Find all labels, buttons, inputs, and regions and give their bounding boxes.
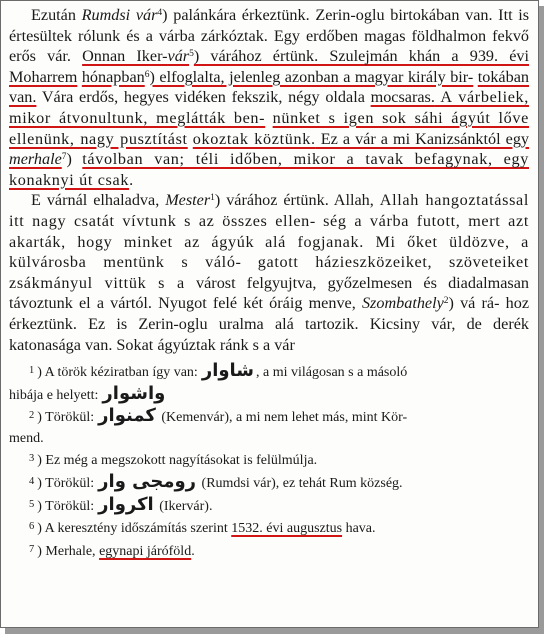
- highlight-onnan-ikervar: Onnan Iker-vár: [82, 47, 190, 66]
- footnote-ref-4[interactable]: 4: [157, 8, 163, 18]
- main-text: [9, 5, 529, 355]
- footnote-1: $^1$ ) A török kéziratban így van: شاوار , a mi világosan s a másoló: [29, 360, 408, 382]
- footnote-7: $^7$ ) Merhale, egynapi járóföld.: [29, 543, 195, 559]
- arabic-script: شاوار: [201, 360, 255, 382]
- footnote-1-continuation: hibája e helyett: واشوار: [9, 382, 166, 404]
- footnote-4: $^4$ ) Törökül: رومجی وار (Rumdsi vár), ez tehát Rum község.: [29, 471, 403, 493]
- footnote-3: $^3$ ) Ez még a megszokott nagyításokat is felülmúlja.: [29, 453, 318, 469]
- arabic-script: كمنوار: [98, 405, 156, 427]
- footnotes: [9, 361, 529, 562]
- footnote-ref-1[interactable]: 1: [210, 193, 215, 204]
- footnote-ref-6[interactable]: 6: [144, 69, 150, 80]
- footnote-ref-5[interactable]: 5: [189, 49, 194, 60]
- footnote-2: $^2$ ) Törökül: كمنوار (Kemenvár), a mi nem lehet más, mint Kör-: [29, 405, 408, 427]
- footnote-5: $^5$ ) Törökül: اكروار (Ikervár).: [29, 493, 213, 515]
- arabic-script: واشوار: [102, 382, 166, 404]
- arabic-script: اكروار: [98, 493, 154, 515]
- document-page: [9, 5, 529, 562]
- arabic-script: رومجی وار: [98, 471, 197, 493]
- paragraph-1: Ezután Rumdsi vár$^4$) palánkára érkeztünk. Zerin-oglu birtokában van. Itt is értesültek rólunk és a várba zárkóztak. Egy erdőben magas földhalmon fekvő erős vár. Onnan Iker-vár$^5$) várához értünk. Szulejmán khán a 939. évi Moharrem hónapban$^6$) elfoglalta, jelenleg azonban a magyar király bir- tokában van. Vára erdős, hegyes vidéken fekszik, négy oldala mocsaras. A várbeliek, mikor átvonultunk, meglátták ben- nünket s igen sok sáhi ágyút lőve ellenünk, nagy pusztítást okoztak köztünk. Ez a vár a mi Kanizsánktól egy merhale$^7$) távolban van; téli időben, mikor a tavak befagynak, egy konaknyi út csak.: [9, 6, 530, 189]
- footnote-2-continuation: mend.: [9, 430, 44, 446]
- footnote-ref-7[interactable]: 7: [61, 152, 67, 163]
- footnote-6: $^6$ ) A keresztény időszámítás szerint 1532. évi augusztus hava.: [29, 521, 376, 537]
- paragraph-2: E várnál elhaladva, Mester$^1$) várához értünk. Allah, Allah hangoztatással itt nagy csatát vívtunk s az összes ellen- ség a várba futott, mert azt akarták, hogy minket az ágyúk alá fogjanak. Mi őket üldözve, a külvárosba mentünk s váló- gatott házieszközeiket, szöveteiket zsákmányul vittük s a várost felgyujtva, győzelmesen és diadalmasan távoztunk el a vártól. Nyugot felé két óráig menve, Szombathely$^2$) vá rá- hoz érkeztünk. Ez is Zerin-oglu uralma alá tartozik. Kicsiny vár, de derék katonasága van. Sokat ágyúztak ránk s a vár: [9, 191, 530, 354]
- footnote-ref-2[interactable]: 2: [443, 296, 449, 307]
